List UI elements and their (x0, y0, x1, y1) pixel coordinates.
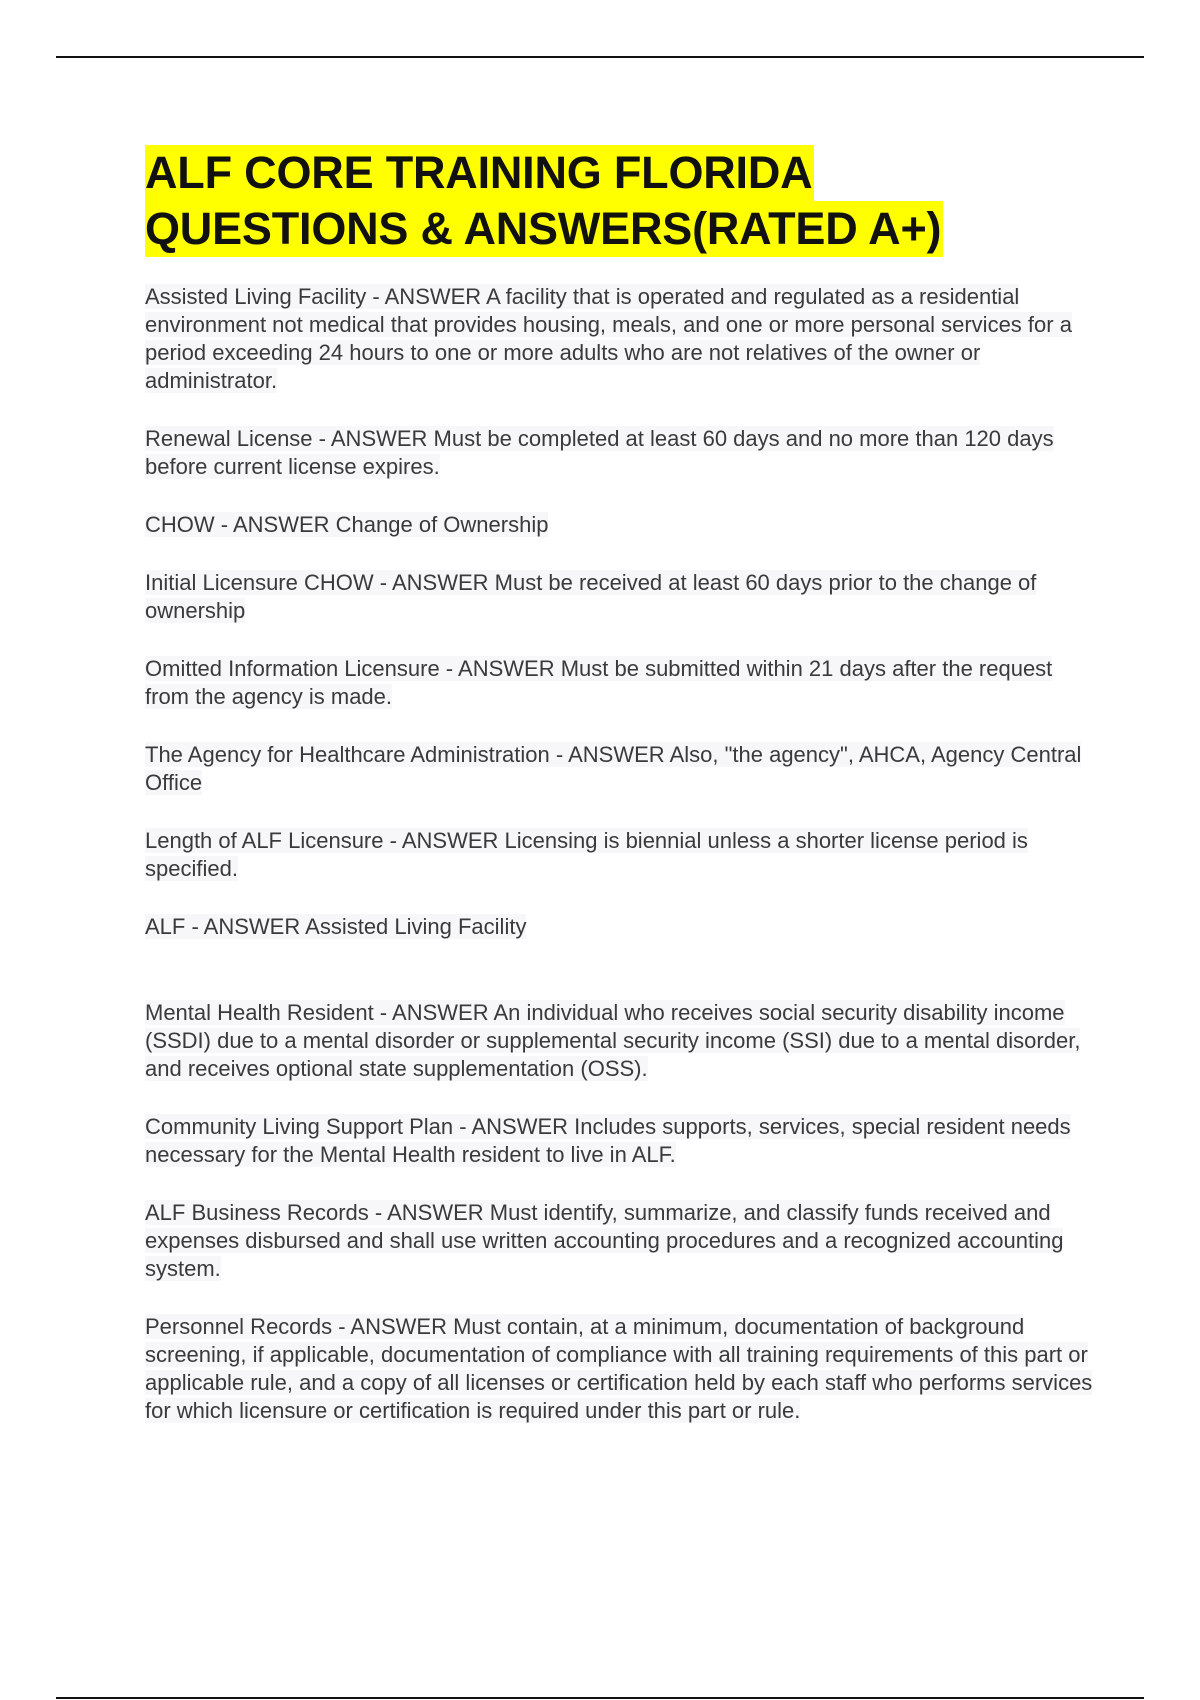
qa-item (145, 999, 1095, 1083)
qa-item (145, 569, 1095, 625)
qa-text: ALF Business Records - ANSWER Must identify, summarize, and classify funds received and expenses disbursed and shall use written accounting procedures and a recognized accounting system. (145, 1200, 1064, 1281)
qa-text: Assisted Living Facility - ANSWER A facility that is operated and regulated as a residential environment not medical that provides housing, meals, and one or more personal services for a period exceeding 24 hours to one or more adults who are not relatives of the owner or administrator. (145, 284, 1072, 393)
bottom-rule (56, 1697, 1144, 1699)
document-body (145, 145, 1095, 1455)
qa-item (145, 511, 1095, 539)
qa-item (145, 827, 1095, 883)
top-rule (56, 56, 1144, 58)
qa-text: ALF - ANSWER Assisted Living Facility (145, 914, 527, 939)
qa-text: Omitted Information Licensure - ANSWER Must be submitted within 21 days after the request from the agency is made. (145, 656, 1053, 709)
qa-text: Renewal License - ANSWER Must be completed at least 60 days and no more than 120 days before current license expires. (145, 426, 1054, 479)
qa-item (145, 741, 1095, 797)
title-line-1: ALF CORE TRAINING FLORIDA (145, 145, 814, 201)
document-title (145, 145, 1095, 257)
qa-text: CHOW - ANSWER Change of Ownership (145, 512, 549, 537)
qa-item (145, 1313, 1095, 1425)
qa-item (145, 655, 1095, 711)
qa-item (145, 425, 1095, 481)
qa-item (145, 913, 1095, 941)
qa-text: Community Living Support Plan - ANSWER Includes supports, services, special resident needs necessary for the Mental Health resident to live in ALF. (145, 1114, 1071, 1167)
title-line-2: QUESTIONS & ANSWERS(RATED A+) (145, 201, 943, 257)
qa-text: Personnel Records - ANSWER Must contain, at a minimum, documentation of background screening, if applicable, documentation of compliance with all training requirements of this part or applicable rule, and a copy of all licenses or certification held by each staff who performs services for which licensure or certification is required under this part or rule. (145, 1314, 1093, 1423)
qa-text: Length of ALF Licensure - ANSWER Licensing is biennial unless a shorter license period is specified. (145, 828, 1028, 881)
qa-item (145, 283, 1095, 395)
qa-text: Mental Health Resident - ANSWER An individual who receives social security disability income (SSDI) due to a mental disorder or supplemental security income (SSI) due to a mental disorder, and receives optional state supplementation (OSS). (145, 1000, 1081, 1081)
qa-item (145, 1113, 1095, 1169)
qa-item (145, 1199, 1095, 1283)
qa-text: Initial Licensure CHOW - ANSWER Must be received at least 60 days prior to the change of ownership (145, 570, 1037, 623)
qa-text: The Agency for Healthcare Administration - ANSWER Also, "the agency", AHCA, Agency Central Office (145, 742, 1082, 795)
